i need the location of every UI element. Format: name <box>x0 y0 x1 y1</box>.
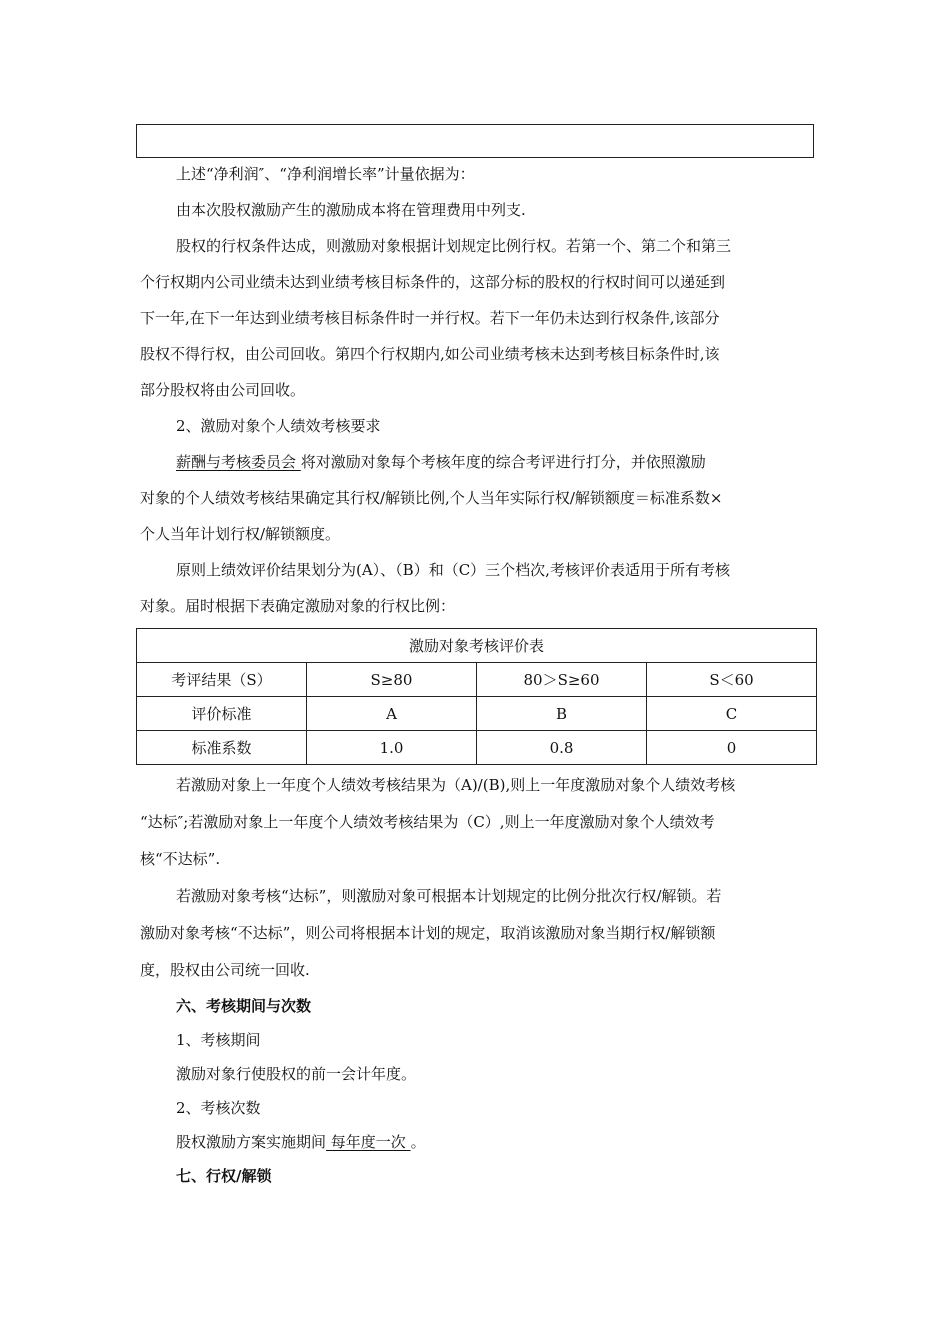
paragraph-line: 度，股权由公司统一回收. <box>140 961 310 979</box>
subheading: 1、考核期间 <box>176 1031 261 1049</box>
paragraph-line: “达标″;若激励对象上一年度个人绩效考核结果为（C）,则上一年度激励对象个人绩效考 <box>140 813 715 831</box>
empty-table-box <box>136 124 814 158</box>
paragraph-line: 若激励对象上一年度个人绩效考核结果为（A)/(B),则上一年度激励对象个人绩效考核 <box>176 776 736 794</box>
paragraph-line: 激励对象考核“不达标”，则公司将根据本计划的规定，取消该激励对象当期行权/解锁额 <box>140 924 716 942</box>
table-cell: 评价标准 <box>137 697 307 731</box>
paragraph: 激励对象行使股权的前一会计年度。 <box>176 1065 417 1083</box>
paragraph-line: 个人当年计划行权/解锁额度。 <box>140 525 341 543</box>
paragraph-text: 。 <box>410 1133 426 1151</box>
paragraph: 由本次股权激励产生的激励成本将在管理费用中列支. <box>176 201 526 219</box>
paragraph-line: 部分股权将由公司回收。 <box>140 381 306 399</box>
paragraph-line: 股权不得行权，由公司回收。第四个行权期内,如公司业绩考核未达到考核目标条件时,该 <box>140 345 720 363</box>
paragraph-line: 原则上绩效评价结果划分为(A）、（B）和（C）三个档次,考核评价表适用于所有考核 <box>176 561 730 579</box>
table-cell: B <box>477 697 647 731</box>
paragraph-line: 下一年,在下一年达到业绩考核目标条件时一并行权。若下一年仍未达到行权条件,该部分 <box>140 309 720 327</box>
table-cell: 0.8 <box>477 731 647 765</box>
paragraph-line: 对象的个人绩效考核结果确定其行权/解锁比例,个人当年实际行权/解锁额度＝标准系数× <box>140 489 723 507</box>
table-row <box>137 731 817 765</box>
fill-in-blank: 每年度一次 <box>326 1133 411 1151</box>
subheading: 2、考核次数 <box>176 1099 261 1117</box>
paragraph-line <box>176 452 820 472</box>
table-row <box>137 663 817 697</box>
paragraph-text: 将对激励对象每个考核年度的综合考评进行打分，并依照激励 <box>300 453 706 471</box>
paragraph-line: 对象。届时根据下表确定激励对象的行权比例： <box>140 597 456 615</box>
paragraph-text: 股权激励方案实施期间 <box>176 1133 327 1151</box>
table-cell: 0 <box>647 731 817 765</box>
table-cell: C <box>647 697 817 731</box>
table-cell: 1.0 <box>307 731 477 765</box>
table-row <box>137 697 817 731</box>
table-cell: S≥80 <box>307 663 477 697</box>
paragraph-line <box>176 1132 820 1152</box>
evaluation-table <box>136 628 817 765</box>
section-heading: 六、考核期间与次数 <box>176 997 312 1015</box>
table-cell: A <box>307 697 477 731</box>
table-cell: 80＞S≥60 <box>477 663 647 697</box>
table-cell: S＜60 <box>647 663 817 697</box>
paragraph-line: 个行权期内公司业绩未达到业绩考核目标条件的，这部分标的股权的行权时间可以递延到 <box>140 273 726 291</box>
table-title: 激励对象考核评价表 <box>137 629 817 663</box>
paragraph-line: 股权的行权条件达成，则激励对象根据计划规定比例行权。若第一个、第二个和第三 <box>176 237 732 255</box>
paragraph-line: 核“不达标”. <box>140 850 221 868</box>
table-cell: 考评结果（S） <box>137 663 307 697</box>
table-cell: 标准系数 <box>137 731 307 765</box>
paragraph: 上述“净利润″、“净利润增长率”计量依据为： <box>176 165 475 183</box>
paragraph-line: 若激励对象考核“达标”，则激励对象可根据本计划规定的比例分批次行权/解锁。若 <box>176 887 722 905</box>
section-heading: 七、行权/解锁 <box>176 1167 272 1185</box>
subheading: 2、激励对象个人绩效考核要求 <box>176 417 381 435</box>
fill-in-blank: 薪酬与考核委员会 <box>176 453 301 471</box>
